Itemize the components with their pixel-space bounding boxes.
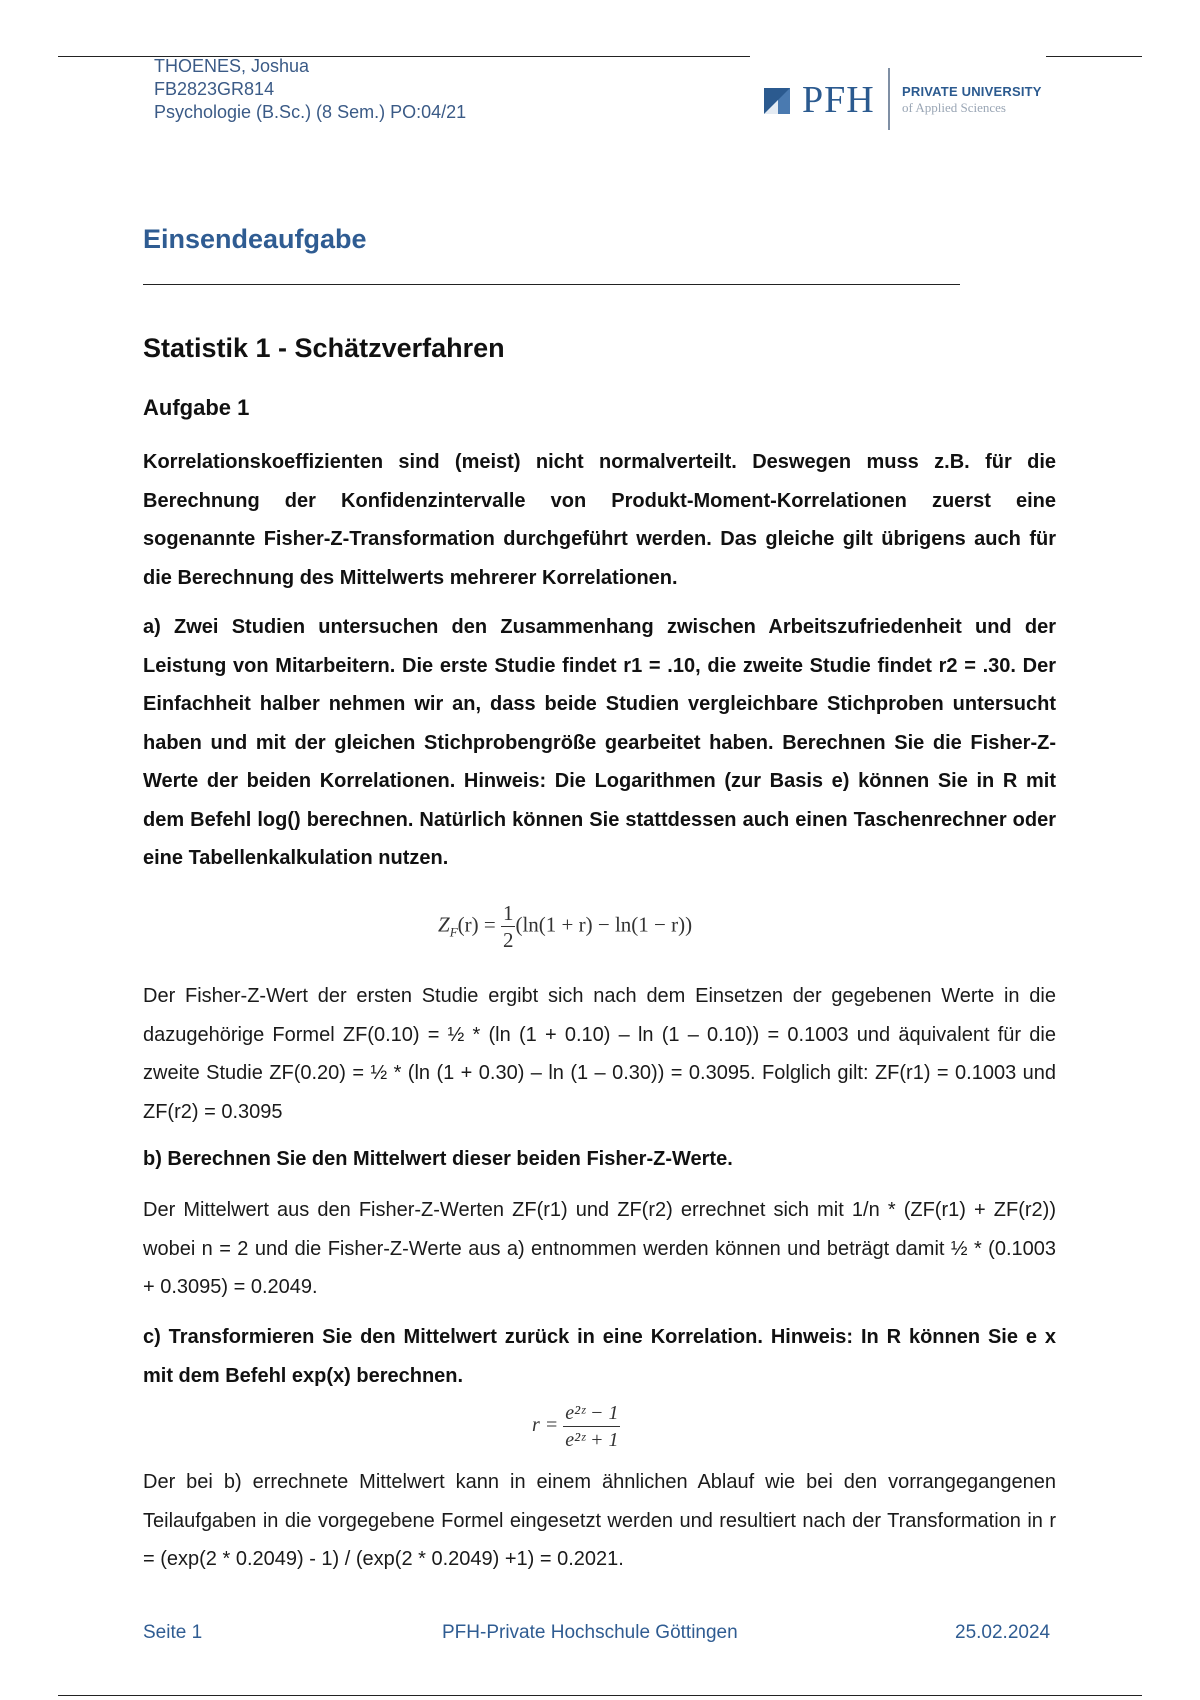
- back-transform-formula: [532, 1400, 620, 1453]
- formula-a-rhs: (ln(1 + r) − ln(1 − r)): [515, 912, 693, 937]
- pfh-logo-mark-icon: [764, 88, 790, 114]
- formula-a-arg: (r) =: [457, 912, 496, 937]
- footer-page-number: Seite 1: [143, 1622, 203, 1643]
- logo-text: PFH: [802, 79, 875, 121]
- logo-line-1: PRIVATE UNIVERSITY: [902, 84, 1042, 99]
- student-name: THOENES, Joshua: [154, 56, 310, 76]
- student-info: [154, 55, 466, 124]
- formula-a-denominator: 2: [502, 928, 514, 952]
- title-rule: [143, 284, 960, 285]
- formula-c-fraction: [563, 1400, 620, 1453]
- fisher-z-formula: [438, 900, 692, 953]
- study-program: Psychologie (B.Sc.) (8 Sem.) PO:04/21: [154, 102, 467, 122]
- question-c: c) Transformieren Sie den Mittelwert zurück in eine Korrelation. Hinweis: In R können Sie e x mit dem Befehl exp(x) berechnen.: [143, 1326, 1056, 1387]
- question-b: b) Berechnen Sie den Mittelwert dieser beiden Fisher-Z-Werte.: [143, 1148, 733, 1170]
- formula-c-numerator: e²ᶻ − 1: [563, 1400, 620, 1427]
- header-rule-right: [1046, 56, 1142, 57]
- intro-paragraph: Korrelationskoeffizienten sind (meist) nicht normalverteilt. Deswegen muss z.B. für die Berechnung der Konfidenzintervalle von Produkt-Moment-Korrelationen zuerst eine sogenannte Fisher-Z-Transformation durchgeführt werden. Das gleiche gilt übrigens auch für die Berechnung des Mittelwerts mehrerer Korrelationen.: [143, 451, 1056, 589]
- answer-c: Der bei b) errechnete Mittelwert kann in einem ähnlichen Ablauf wie bei den vorrangegangenen Teilaufgaben in die vorgegebene Formel eingesetzt werden und resultiert nach der Transformation in r = (exp(2 * 0.2049) - 1) / (exp(2 * 0.2049) +1) = 0.2021.: [143, 1471, 1056, 1570]
- question-a: a) Zwei Studien untersuchen den Zusammenhang zwischen Arbeitszufriedenheit und der Leistung von Mitarbeitern. Die erste Studie findet r1 = .10, die zweite Studie findet r2 = .30. Der Einfachheit halber nehmen wir an, dass beide Studien vergleichbare Stichproben untersucht haben und mit der gleichen Stichprobengröße gearbeitet haben. Berechnen Sie die Fisher-Z-Werte der beiden Korrelationen. Hinweis: Die Logarithmen (zur Basis e) können Sie in R mit dem Befehl log() berechnen. Natürlich können Sie stattdessen auch einen Taschenrechner oder eine Tabellenkalkulation nutzen.: [143, 616, 1056, 869]
- logo-separator: [888, 68, 890, 130]
- footer-date: 25.02.2024: [955, 1622, 1051, 1643]
- task-heading: Aufgabe 1: [143, 395, 250, 420]
- footer-rule: [58, 1695, 1142, 1696]
- document-title: Einsendeaufgabe: [143, 224, 367, 254]
- subject-heading: Statistik 1 - Schätzverfahren: [143, 333, 505, 363]
- formula-a-numerator: 1: [502, 901, 514, 925]
- formula-a-lhs: Z: [438, 912, 450, 937]
- formula-c-denominator: e²ᶻ + 1: [565, 1429, 619, 1451]
- footer-institution: PFH-Private Hochschule Göttingen: [442, 1622, 738, 1643]
- formula-c-lhs: r =: [532, 1414, 559, 1437]
- answer-a: Der Fisher-Z-Wert der ersten Studie ergibt sich nach dem Einsetzen der gegebenen Werte in die dazugehörige Formel ZF(0.10) = ½ * (ln (1 + 0.10) – ln (1 – 0.10)) = 0.1003 und äquivalent für die zweite Studie ZF(0.20) = ½ * (ln (1 + 0.30) – ln (1 – 0.30)) = 0.3095. Folglich gilt: ZF(r1) = 0.1003 und ZF(r2) = 0.3095: [143, 985, 1056, 1123]
- logo-line-2: of Applied Sciences: [902, 100, 1006, 115]
- formula-a-fraction: [501, 900, 516, 953]
- formula-a-sub: F: [449, 924, 458, 940]
- student-code: FB2823GR814: [154, 79, 275, 99]
- answer-b: Der Mittelwert aus den Fisher-Z-Werten ZF(r1) und ZF(r2) errechnet sich mit 1/n * (ZF(r1) + ZF(r2)) wobei n = 2 und die Fisher-Z-Werte aus a) entnommen werden können und beträgt damit ½ * (0.1003 + 0.3095) = 0.2049.: [143, 1199, 1056, 1298]
- pfh-logo: [764, 68, 1054, 132]
